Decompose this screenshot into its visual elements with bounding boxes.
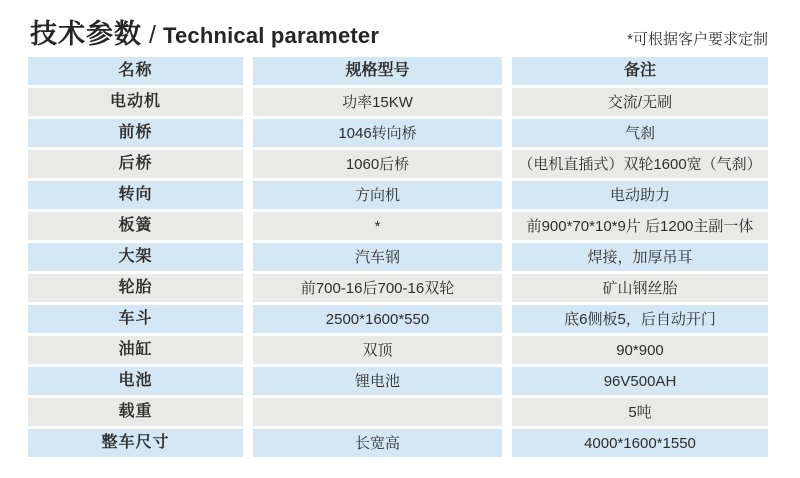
param-name-cell: 电动机 [28,88,243,116]
table-row [28,274,768,302]
param-remark-cell: 交流/无刷 [512,88,768,116]
param-name-cell: 大架 [28,243,243,271]
parameter-table [28,57,768,457]
table-row [28,429,768,457]
param-name-cell: 板簧 [28,212,243,240]
param-name-cell: 电池 [28,367,243,395]
title-separator: / [149,21,156,49]
param-spec-cell: 前700-16后700-16双轮 [253,274,502,302]
column-header-name: 名称 [28,57,243,85]
param-spec-cell: 汽车钢 [253,243,502,271]
param-name-cell: 整车尺寸 [28,429,243,457]
param-remark-cell: 电动助力 [512,181,768,209]
param-remark-cell: 5吨 [512,398,768,426]
param-name-cell: 油缸 [28,336,243,364]
param-spec-cell [253,398,502,426]
param-name-cell: 载重 [28,398,243,426]
param-remark-cell: （电机直插式）双轮1600宽（气刹） [512,150,768,178]
sheet-header [0,0,800,57]
table-header-row [28,57,768,85]
param-spec-cell: 锂电池 [253,367,502,395]
table-row [28,88,768,116]
param-spec-cell: 2500*1600*550 [253,305,502,333]
table-row [28,243,768,271]
param-remark-cell: 矿山钢丝胎 [512,274,768,302]
param-remark-cell: 底6侧板5，后自动开门 [512,305,768,333]
param-remark-cell: 4000*1600*1550 [512,429,768,457]
table-row [28,336,768,364]
param-remark-cell: 前900*70*10*9片 后1200主副一体 [512,212,768,240]
table-row [28,212,768,240]
table-row [28,181,768,209]
table-row [28,305,768,333]
param-spec-cell: * [253,212,502,240]
param-spec-cell: 长宽高 [253,429,502,457]
param-spec-cell: 功率15KW [253,88,502,116]
param-spec-cell: 1046转向桥 [253,119,502,147]
table-row [28,398,768,426]
param-remark-cell: 90*900 [512,336,768,364]
column-header-spec: 规格型号 [253,57,502,85]
param-remark-cell: 96V500AH [512,367,768,395]
table-row [28,119,768,147]
table-row [28,367,768,395]
customization-note: *可根据客户要求定制 [627,31,768,48]
param-name-cell: 后桥 [28,150,243,178]
param-spec-cell: 方向机 [253,181,502,209]
page-title-cn: 技术参数 [30,19,142,49]
param-name-cell: 转向 [28,181,243,209]
param-spec-cell: 双顶 [253,336,502,364]
param-name-cell: 轮胎 [28,274,243,302]
column-header-remark: 备注 [512,57,768,85]
page-title-en: Technical parameter [162,23,380,48]
param-name-cell: 车斗 [28,305,243,333]
param-remark-cell: 气刹 [512,119,768,147]
page-title [30,12,379,51]
table-row [28,150,768,178]
param-remark-cell: 焊接，加厚吊耳 [512,243,768,271]
param-name-cell: 前桥 [28,119,243,147]
param-spec-cell: 1060后桥 [253,150,502,178]
